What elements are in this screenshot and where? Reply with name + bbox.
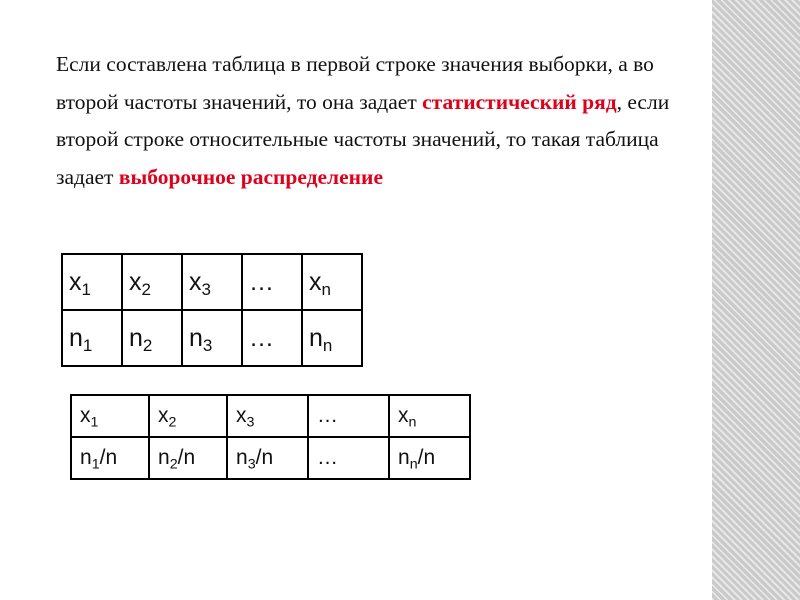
- table-cell: …: [242, 254, 302, 310]
- term-sample-distribution: выборочное распределение: [118, 164, 383, 189]
- table-row-frequencies: [62, 310, 362, 366]
- table-cell: …: [308, 437, 389, 479]
- table-cell: $n_3$: [182, 310, 242, 366]
- table-row-values: [71, 395, 470, 437]
- table-cell: $x_3$: [227, 395, 308, 437]
- table-cell: $x_2$: [149, 395, 227, 437]
- table-cell: $n_2/n$: [149, 437, 227, 479]
- term-statistical-series: статистический ряд: [422, 89, 617, 114]
- table-cell: $n_1$: [62, 310, 122, 366]
- table-cell: $n_2$: [122, 310, 182, 366]
- table-cell: …: [242, 310, 302, 366]
- table-cell: $x_3$: [182, 254, 242, 310]
- decorative-side-panel: [712, 0, 800, 600]
- table-cell: $n_1/n$: [71, 437, 149, 479]
- table-cell: $n_n$: [302, 310, 362, 366]
- table-cell: $x_1$: [71, 395, 149, 437]
- table-cell: $x_n$: [389, 395, 470, 437]
- paragraph-text-2: , если второй строке относительные частоты значений, то такая таблица задает: [56, 89, 670, 189]
- table-row-relative-frequencies: [71, 437, 470, 479]
- relative-frequency-table: [70, 394, 471, 480]
- table-cell: $x_1$: [62, 254, 122, 310]
- table-cell: $x_2$: [122, 254, 182, 310]
- frequency-table: [61, 253, 363, 367]
- paragraph-text-1: Если составлена таблица в первой строке значения выборки, а во второй частоты значений, то она задает: [56, 52, 654, 114]
- table-row-values: [62, 254, 362, 310]
- definition-paragraph: [56, 46, 716, 196]
- table-cell: $n_n/n$: [389, 437, 470, 479]
- table-cell: $n_3/n$: [227, 437, 308, 479]
- table-cell: $x_n$: [302, 254, 362, 310]
- table-cell: …: [308, 395, 389, 437]
